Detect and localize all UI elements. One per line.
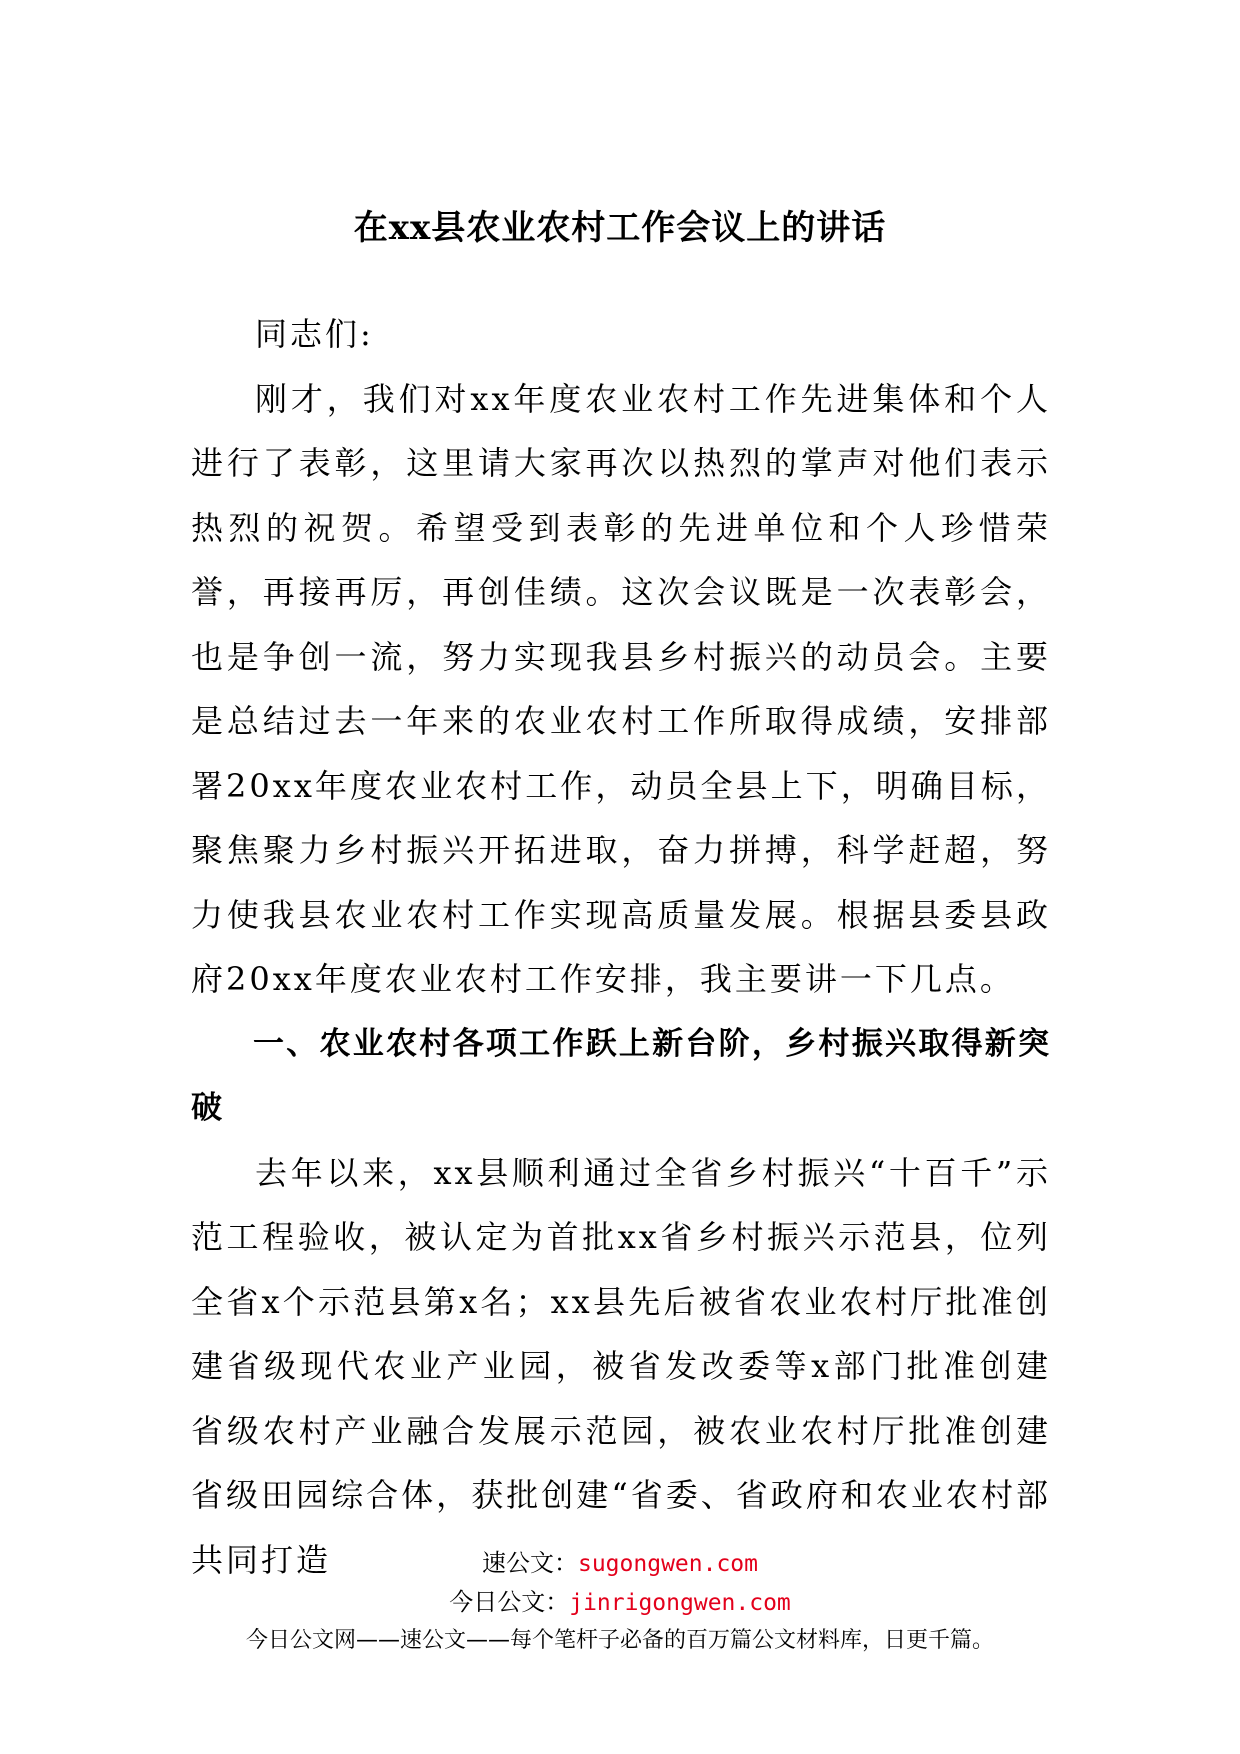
footer-site1-label: 速公文： [481, 1549, 578, 1577]
body-paragraph: 去年以来，xx县顺利通过全省乡村振兴“十百千”示范工程验收，被认定为首批xx省乡村振兴示范县，位列全省x个示范县第x名；xx县先后被省农业农村厅批准创建省级现代农业产业园，被省发改委等x部门批准创建省级农村产业融合发展示范园，被农业农村厅批准创建省级田园综合体，获批创建“省委、省政府和农业农村部共同打造 [191, 1153, 1051, 1579]
footer-site2-link[interactable]: jinrigongwen.com [569, 1590, 791, 1616]
salutation-paragraph: 同志们: [255, 315, 374, 353]
footer-site-line-2 [0, 1587, 1240, 1618]
document-title: 在xx县农业农村工作会议上的讲话 [353, 208, 887, 248]
footer-site1-link[interactable]: sugongwen.com [577, 1551, 758, 1577]
document-body [191, 302, 1051, 1592]
footer-site-line-1 [0, 1548, 1240, 1579]
footer-slogan: 今日公文网——速公文——每个笔杆子必备的百万篇公文材料库，日更千篇。 [245, 1628, 994, 1653]
footer-site2-label: 今日公文： [449, 1588, 570, 1616]
section-heading: 一、农业农村各项工作跃上新台阶，乡村振兴取得新突破 [191, 1025, 1051, 1126]
intro-paragraph: 刚才，我们对xx年度农业农村工作先进集体和个人进行了表彰，这里请大家再次以热烈的掌声对他们表示热烈的祝贺。希望受到表彰的先进单位和个人珍惜荣誉，再接再厉，再创佳绩。这次会议既是一次表彰会，也是争创一流，努力实现我县乡村振兴的动员会。主要是总结过去一年来的农业农村工作所取得成绩，安排部署20xx年度农业农村工作，动员全县上下，明确目标，聚焦聚力乡村振兴开拓进取，奋力拼搏，科学赶超，努力使我县农业农村工作实现高质量发展。根据县委县政府20xx年度农业农村工作安排，我主要讲一下几点。 [191, 379, 1051, 998]
